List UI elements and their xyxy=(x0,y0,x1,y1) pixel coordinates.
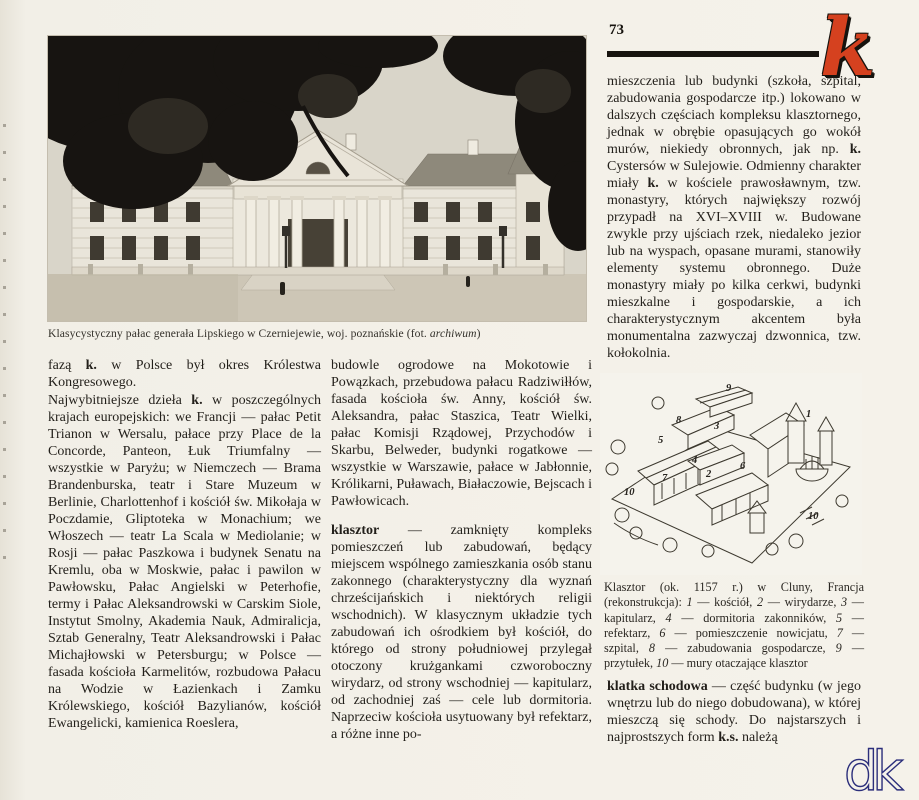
page-number: 73 xyxy=(609,22,624,38)
plan-label-5: 5 xyxy=(658,435,664,446)
logo-text: dk xyxy=(844,740,898,798)
paragraph: klatka schodowa — część budynku (w jego wnętrzu lub do niego dobudowana), w której mieszczą się schody. Do najstarszych i najprostszych form k.s. należą xyxy=(607,679,862,745)
plan-label-8: 8 xyxy=(676,415,682,426)
plan-label-10-right: 10 xyxy=(808,511,819,522)
plan-label-9: 9 xyxy=(726,383,732,394)
photo-caption: Klasycystyczny pałac generała Lipskiego w Czerniejewie, woj. poznańskie (fot. archiwum) xyxy=(48,327,481,340)
monastery-figure xyxy=(600,373,862,575)
palace-photo-image xyxy=(48,36,586,321)
column-left xyxy=(48,357,321,732)
column-right xyxy=(607,73,861,362)
paragraph: budowle ogrodowe na Mokotowie i Powązkach, przebudowa pałacu Radziwiłłów, fasada kościoła św. Anny, kościół św. Aleksandra, pałac Staszica, Teatr Wielki, pałac Komisji Rządowej, Przychodów i Skarbu, Belweder, budynki rogatkowe — wszystkie w Warszawie, pałace w Jabłonnie, Królikarni, Puławach, Białaczowie, Bejscach i Pawłowicach. xyxy=(331,358,592,509)
plan-label-6: 6 xyxy=(740,461,746,472)
figure-caption: Klasztor (ok. 1157 r.) w Cluny, Francja (rekonstrukcja): 1 — kościół, 2 — wirydarze, 3 — kapitularz, 4 — dormitoria zakonników, 5 — refektarz, 6 — pomieszczenie nowicjatu, 7 — szpital, 8 — zabudowania gospodarcze, 9 — przytułek, 10 — mury otaczające klasztor xyxy=(604,580,865,671)
page-edge-marks xyxy=(3,100,6,580)
plan-label-4: 4 xyxy=(692,455,698,466)
dk-logo-icon xyxy=(842,740,916,798)
publisher-logo xyxy=(842,740,916,798)
plan-label-7: 7 xyxy=(662,473,668,484)
plan-label-1: 1 xyxy=(806,409,812,420)
paragraph: mieszczenia lub budynki (szkoła, szpital, zabudowania gospodarcze itp.) lokowano w dalszych częściach kompleksu klasztornego, jednak w obrębie opasujących go wokół murów, niekiedy obronnych, jak np. k. Cystersów w Sulejowie. Odmienny charakter miały k. w kościele prawosławnym, tzw. monastyry, których największy rozwój przypadł na XVI–XVIII w. Budowane zwykle przy ujściach rzek, niedaleko jezior lub na wyspach, opasane murami, stanowiły elementy systemu obronnego. Duże monastyry miały po kilka cerkwi, budynki mieszkalne i gospodarskie, a ich charakterystycznym akcentem była monumentalna zazwyczaj dzwonnica, tzw. kołokolnia. xyxy=(607,74,861,361)
paragraph: fazą k. w Polsce był okres Królestwa Kongresowego. xyxy=(48,358,321,390)
entry-klatka-schodowa xyxy=(607,678,861,746)
paragraph: Najwybitniejsze dzieła k. w poszczególnych krajach europejskich: we Francji — pałac Petit Trianon w Wersalu, pałace przy Place de la Concorde, Panteon, Łuk Triumfalny — wszystkie w Paryżu; w Niemczech — Brama Brandenburska, teatr i Stare Muzeum w Berlinie, Charlottenhof i kościół św. Mikołaja w Poczdamie, Gliptoteka w Monachium; we Włoszech — teatr La Scala w Mediolanie; w Rosji — pałac Paszkowa i budynek Senatu na Kremlu, oba w Moskwie, pałac i pawilon w Pawłowsku, Pałac Angielski w Peterhofie, termy i Pałac Aleksandrowski w Carskim Siole, Instytut Smolny, Akademia Nauk, Admiralicja, Sztab Generalny, Teatr Aleksandrowski i Pałac Michajłowski w Petersburgu; w Polsce — fasada kościoła Karmelitów, rozbudowa Pałacu na Wodzie w Łazienkach i Zamku Królewskiego, kościół Bazylianów, kościół Ewangelicki, kamienica Roeslera, xyxy=(48,393,321,731)
entry-klasztor: klasztor — zamknięty kompleks pomieszczeń lub zabudowań, będący miejscem wspólnego zamieszkania osób stanu zakonnego (charakterystyczny dla wyznań chrześcijańskich i niektórych religii wschodnich). W klasycznym układzie tych zabudowań ich ośrodkiem był kościół, do którego od strony południowej przylegał otoczony krużgankami czworoboczny wirydarz, od strony wschodniej — kapitularz, od zachodniej zaś — cele lub dormitoria. Naprzeciw kościoła usytuowany był refektarz, a różne inne po- xyxy=(331,523,592,742)
section-letter: k xyxy=(820,0,876,94)
monastery-drawing xyxy=(600,373,862,575)
palace-photo xyxy=(48,36,586,321)
plan-label-2: 2 xyxy=(706,469,712,480)
plan-label-10-left: 10 xyxy=(624,487,635,498)
plan-label-3: 3 xyxy=(714,421,720,432)
column-middle xyxy=(331,357,592,743)
header-rule xyxy=(607,51,819,57)
